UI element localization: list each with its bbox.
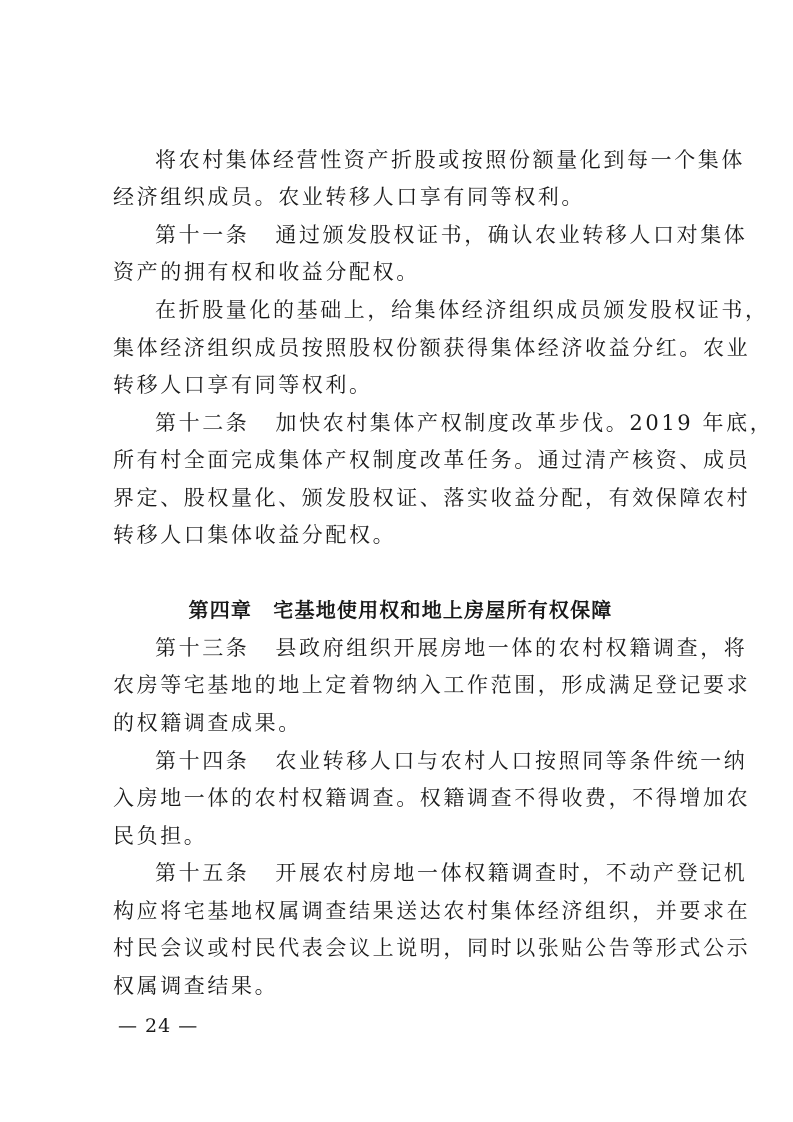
- body-line: 所有村全面完成集体产权制度改革任务。通过清产核资、成员: [113, 448, 751, 472]
- article-line: 第十四条 农业转移人口与农村人口按照同等条件统一纳: [155, 749, 748, 773]
- article-line: 第十二条 加快农村集体产权制度改革步伐。2019 年底，: [155, 411, 774, 435]
- body-line: 在折股量化的基础上，给集体经济组织成员颁发股权证书，: [155, 298, 769, 322]
- body-line: 经济组织成员。农业转移人口享有同等权利。: [113, 185, 585, 209]
- body-line: 集体经济组织成员按照股权份额获得集体经济收益分红。农业: [113, 336, 751, 360]
- chapter-heading: 第四章 宅基地使用权和地上房屋所有权保障: [188, 598, 613, 622]
- article-number: 第十五条: [155, 861, 250, 885]
- body-line: 入房地一体的农村权籍调查。权籍调查不得收费，不得增加农: [113, 786, 751, 810]
- article-number: 第十三条: [155, 636, 250, 660]
- body-line: 农房等宅基地的地上定着物纳入工作范围，形成满足登记要求: [113, 673, 751, 697]
- body-line: 界定、股权量化、颁发股权证、落实收益分配，有效保障农村: [113, 486, 751, 510]
- body-line: 转移人口享有同等权利。: [113, 373, 373, 397]
- body-line: 的权籍调查成果。: [113, 711, 302, 735]
- article-line: 第十五条 开展农村房地一体权籍调查时，不动产登记机: [155, 861, 748, 885]
- body-line: 将农村集体经营性资产折股或按照份额量化到每一个集体: [155, 148, 745, 172]
- body-line: 村民会议或村民代表会议上说明，同时以张贴公告等形式公示: [113, 936, 751, 960]
- page-number: — 24 —: [118, 1015, 199, 1037]
- article-number: 第十四条: [155, 749, 250, 773]
- article-number: 第十二条: [155, 411, 250, 435]
- body-line: 权属调查结果。: [113, 974, 279, 998]
- article-line: 第十三条 县政府组织开展房地一体的农村权籍调查，将: [155, 636, 748, 660]
- body-line: 资产的拥有权和收益分配权。: [113, 260, 420, 284]
- article-number: 第十一条: [155, 223, 250, 247]
- body-line: 构应将宅基地权属调查结果送达农村集体经济组织，并要求在: [113, 899, 751, 923]
- body-line: 转移人口集体收益分配权。: [113, 523, 397, 547]
- body-line: 民负担。: [113, 824, 208, 848]
- article-line: 第十一条 通过颁发股权证书，确认农业转移人口对集体: [155, 223, 748, 247]
